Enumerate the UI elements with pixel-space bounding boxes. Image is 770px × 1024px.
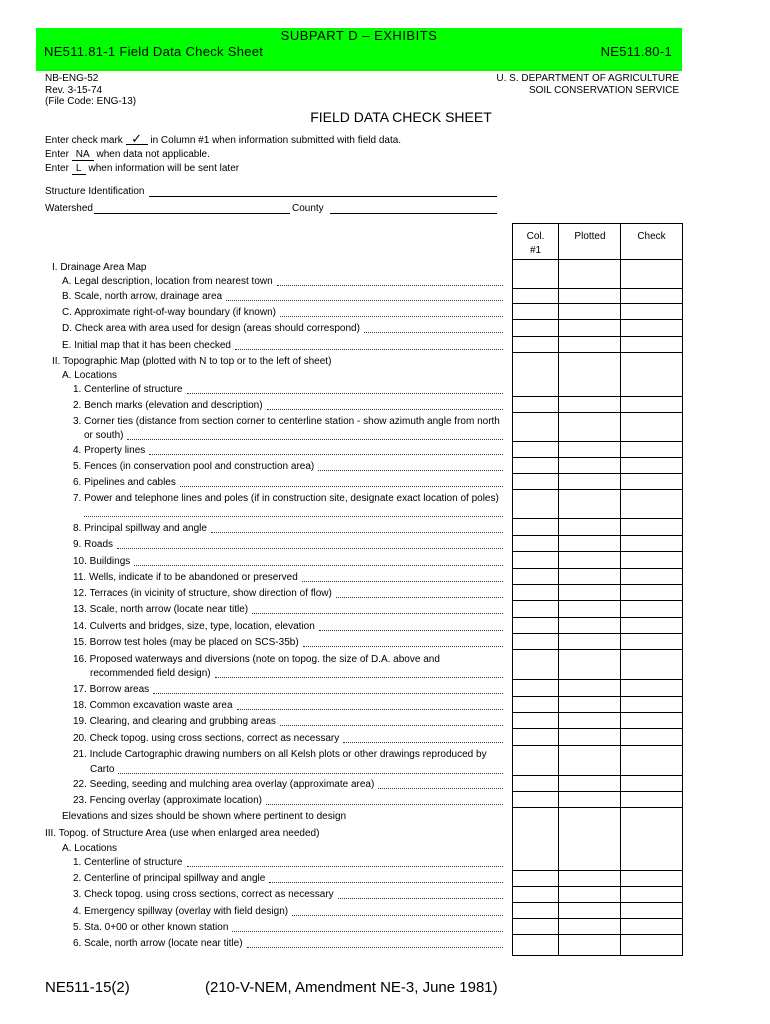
department: U. S. DEPARTMENT OF AGRICULTURE	[496, 73, 679, 84]
list-item: 1. Centerline of structure	[73, 384, 183, 395]
dot-leader	[235, 349, 503, 350]
grid-line	[512, 412, 683, 413]
page-number: NE511-15(2)	[45, 979, 130, 996]
dot-leader	[215, 677, 503, 678]
list-item: 22. Seeding, seeding and mulching area overlay (approximate area)	[73, 779, 375, 790]
dot-leader	[226, 300, 503, 301]
section-heading: III. Topog. of Structure Area (use when enlarged area needed)	[45, 828, 320, 839]
dot-leader	[338, 898, 503, 899]
list-item: 17. Borrow areas	[73, 684, 150, 695]
dot-leader	[277, 285, 503, 286]
plotted-header: Plotted	[574, 231, 606, 242]
na-mark: NA	[72, 150, 94, 161]
grid-line	[512, 259, 683, 260]
section-heading: II. Topographic Map (plotted with N to top or to the left of sheet)	[52, 356, 332, 367]
list-item-continued: recommended field design)	[90, 668, 211, 679]
dot-leader	[280, 316, 503, 317]
list-item: A. Legal description, location from nearest town	[62, 276, 273, 287]
file-code: (File Code: ENG-13)	[45, 96, 137, 107]
list-item: E. Initial map that it has been checked	[62, 340, 231, 351]
grid-line	[512, 568, 683, 569]
dot-leader	[266, 804, 503, 805]
grid-line	[512, 457, 683, 458]
list-item: 5. Fences (in conservation pool and construction area)	[73, 461, 315, 472]
county-label: County	[292, 203, 324, 214]
list-item: 8. Principal spillway and angle	[73, 523, 207, 534]
subsection-heading: A. Locations	[62, 843, 118, 854]
col1-header-line2: #1	[529, 245, 542, 256]
dot-leader	[237, 709, 503, 710]
list-item: 7. Power and telephone lines and poles (if in construction site, designate exact location of poles)	[73, 493, 499, 504]
list-item: 23. Fencing overlay (approximate location)	[73, 795, 262, 806]
list-item: B. Scale, north arrow, drainage area	[62, 291, 223, 302]
dot-leader	[343, 742, 503, 743]
instruction-text: Enter	[45, 163, 69, 174]
instruction-text: Enter	[45, 149, 69, 160]
dot-leader	[187, 393, 503, 394]
banner-section-title: NE511.81-1 Field Data Check Sheet	[44, 44, 264, 59]
instruction-text: when data not applicable.	[96, 149, 210, 160]
dot-leader	[318, 470, 503, 471]
dot-leader	[303, 646, 503, 647]
instruction-text: when information will be sent later	[88, 163, 240, 174]
dot-leader	[187, 866, 503, 867]
grid-line	[512, 955, 683, 956]
dot-leader	[269, 882, 503, 883]
subsection-heading: A. Locations	[62, 370, 118, 381]
dot-leader	[364, 332, 503, 333]
col1-header	[513, 230, 558, 258]
instruction-check	[45, 131, 402, 146]
dot-leader	[232, 931, 503, 932]
list-item: 4. Emergency spillway (overlay with field design)	[73, 906, 289, 917]
list-item: 21. Include Cartographic drawing numbers on all Kelsh plots or other drawings reproduced by	[73, 749, 487, 760]
col1-header-line1: Col.	[526, 231, 545, 242]
page-title: FIELD DATA CHECK SHEET	[310, 109, 492, 125]
dot-leader	[378, 788, 503, 789]
grid-line	[512, 518, 683, 519]
list-item: 19. Clearing, and clearing and grubbing areas	[73, 716, 276, 727]
grid-line	[512, 288, 683, 289]
list-item: 16. Proposed waterways and diversions (note on topog. the size of D.A. above and	[73, 654, 440, 665]
grid-line	[512, 696, 683, 697]
grid-line	[512, 728, 683, 729]
grid-line	[512, 807, 683, 808]
grid-line	[512, 319, 683, 320]
instruction-na	[45, 149, 210, 161]
dot-leader	[153, 693, 503, 694]
grid-line	[512, 775, 683, 776]
list-item: 11. Wells, indicate if to be abandoned or preserved	[73, 572, 298, 583]
grid-line	[512, 489, 683, 490]
grid-line	[512, 870, 683, 871]
list-item: 6. Scale, north arrow (locate near title)	[73, 938, 243, 949]
dot-leader	[319, 630, 503, 631]
grid-line	[512, 934, 683, 935]
grid-line	[512, 441, 683, 442]
list-item: 20. Check topog. using cross sections, correct as necessary	[73, 733, 340, 744]
grid-line	[512, 886, 683, 887]
later-mark: L	[72, 164, 86, 175]
agency-block	[496, 73, 679, 96]
list-item: 3. Check topog. using cross sections, correct as necessary	[73, 889, 334, 900]
grid-line	[512, 902, 683, 903]
grid-line	[512, 396, 683, 397]
section-heading: I. Drainage Area Map	[52, 262, 147, 273]
watershed-field[interactable]	[94, 213, 290, 214]
grid-line	[512, 617, 683, 618]
dot-leader	[134, 565, 503, 566]
list-item: 18. Common excavation waste area	[73, 700, 233, 711]
list-item: 15. Borrow test holes (may be placed on SCS-35b)	[73, 637, 299, 648]
service: SOIL CONSERVATION SERVICE	[528, 84, 679, 96]
list-item: 12. Terraces (in vicinity of structure, show direction of flow)	[73, 588, 332, 599]
subpart-title: SUBPART D – EXHIBITS	[280, 28, 438, 43]
grid-line	[512, 535, 683, 536]
banner-section-number: NE511.80-1	[600, 44, 672, 59]
checkmark-icon: ✓	[126, 134, 148, 145]
list-item-continued: Carto	[90, 764, 115, 775]
dot-leader	[127, 439, 503, 440]
form-number: NB-ENG-52	[45, 73, 99, 84]
dot-leader	[302, 581, 503, 582]
grid-line	[558, 223, 559, 955]
county-field[interactable]	[330, 213, 497, 214]
grid-line	[682, 223, 683, 955]
grid-line	[512, 303, 683, 304]
structure-id-field[interactable]	[149, 196, 497, 197]
dot-leader	[336, 597, 503, 598]
grid-line	[512, 649, 683, 650]
grid-line	[512, 473, 683, 474]
instruction-text: in Column #1 when information submitted with field data.	[150, 135, 402, 146]
dot-leader	[149, 454, 503, 455]
dot-leader	[267, 409, 503, 410]
list-item: D. Check area with area used for design (areas should correspond)	[62, 323, 360, 334]
list-item-continued: or south)	[84, 430, 124, 441]
dot-leader	[211, 532, 503, 533]
exhibit-banner	[36, 28, 682, 71]
list-item: 2. Centerline of principal spillway and angle	[73, 873, 266, 884]
dot-leader	[280, 725, 503, 726]
list-item: 3. Corner ties (distance from section corner to centerline station - show azimuth angle from north	[73, 416, 500, 427]
dot-leader	[180, 486, 503, 487]
grid-line	[512, 584, 683, 585]
grid-line	[512, 336, 683, 337]
grid-line	[512, 791, 683, 792]
instruction-later	[45, 163, 239, 175]
footer-citation: (210-V-NEM, Amendment NE-3, June 1981)	[205, 979, 498, 996]
dot-leader	[247, 947, 503, 948]
dot-leader	[118, 773, 503, 774]
list-item: 9. Roads	[73, 539, 114, 550]
list-item: 1. Centerline of structure	[73, 857, 183, 868]
list-item: 10. Buildings	[73, 556, 131, 567]
grid-line	[620, 223, 621, 955]
grid-line	[512, 679, 683, 680]
grid-line	[512, 918, 683, 919]
grid-line	[512, 223, 513, 955]
grid-line	[512, 745, 683, 746]
dot-leader	[292, 915, 503, 916]
list-item: 4. Property lines	[73, 445, 146, 456]
grid-line	[512, 223, 683, 224]
grid-line	[512, 352, 683, 353]
structure-id-label: Structure Identification	[45, 186, 145, 197]
note: Elevations and sizes should be shown where pertinent to design	[62, 811, 347, 822]
grid-line	[512, 551, 683, 552]
dot-leader	[252, 613, 503, 614]
dot-leader	[84, 516, 503, 517]
list-item: 13. Scale, north arrow (locate near title)	[73, 604, 249, 615]
watershed-label: Watershed	[45, 203, 93, 214]
dot-leader	[117, 548, 503, 549]
revision: Rev. 3-15-74	[45, 84, 103, 96]
grid-line	[512, 600, 683, 601]
list-item: C. Approximate right-of-way boundary (if known)	[62, 307, 276, 318]
grid-line	[512, 712, 683, 713]
list-item: 14. Culverts and bridges, size, type, location, elevation	[73, 621, 315, 632]
check-header: Check	[637, 231, 666, 242]
list-item: 2. Bench marks (elevation and description)	[73, 400, 263, 411]
grid-line	[512, 633, 683, 634]
list-item: 5. Sta. 0+00 or other known station	[73, 922, 229, 933]
form-number-block	[45, 73, 136, 108]
list-item: 6. Pipelines and cables	[73, 477, 176, 488]
instruction-text: Enter check mark	[45, 135, 123, 146]
